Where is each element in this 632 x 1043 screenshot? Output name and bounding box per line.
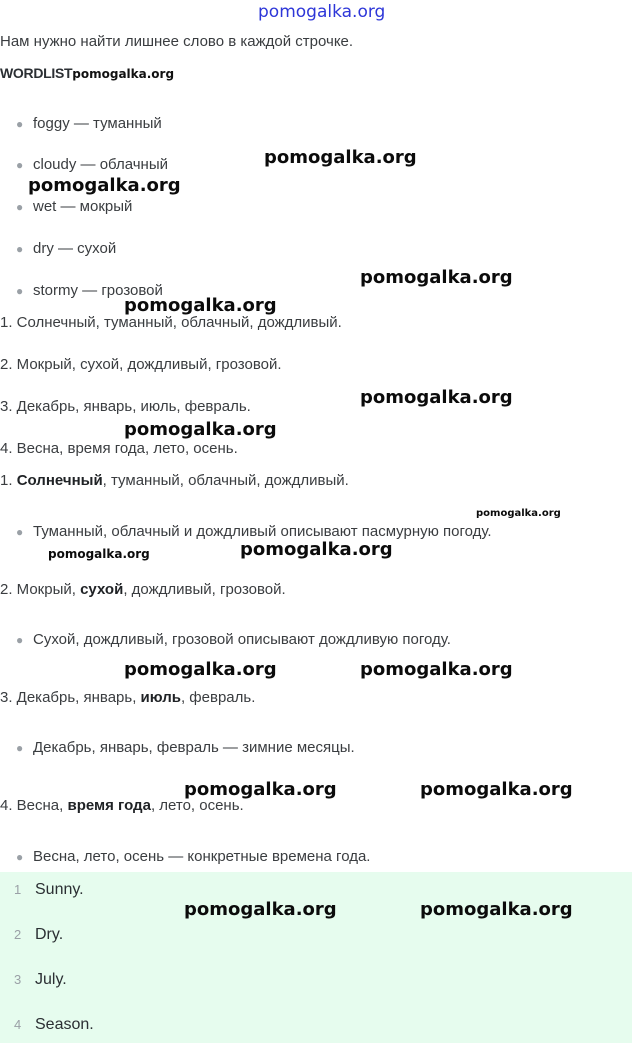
solution-line: 1. Солнечный, туманный, облачный, дождливый. [0,472,349,489]
answer-row: 4 Season. [14,1016,94,1033]
answers-panel [0,872,632,1043]
watermark: pomogalka.org [124,419,277,440]
list-item: ● cloudy — облачный [16,156,168,173]
watermark: pomogalka.org [72,67,175,81]
watermark: pomogalka.org [124,295,277,316]
watermark: pomogalka.org [420,779,573,800]
odd-word: Солнечный [16,472,103,489]
watermark: pomogalka.org [124,659,277,680]
task-line: 4. Весна, время года, лето, осень. [0,440,238,457]
explanation-item: ● Сухой, дождливый, грозовой описывают дождливую погоду. [16,631,451,648]
bullet-icon: ● [16,158,24,172]
list-item: ● stormy — грозовой [16,282,163,299]
watermark: pomogalka.org [184,899,337,920]
bullet-icon: ● [16,284,24,298]
site-link[interactable]: pomogalka.org [258,2,386,22]
bullet-icon: ● [16,850,24,864]
watermark: pomogalka.org [264,147,417,168]
odd-word: июль [140,689,181,706]
bullet-icon: ● [16,117,24,131]
watermark: pomogalka.org [476,508,561,519]
watermark: pomogalka.org [240,539,393,560]
list-item: ● dry — сухой [16,240,117,257]
wordlist-heading-label: WORDLIST [0,65,73,81]
bullet-icon: ● [16,633,24,647]
bullet-icon: ● [16,741,24,755]
watermark: pomogalka.org [360,267,513,288]
intro-text: Нам нужно найти лишнее слово в каждой строчке. [0,33,354,50]
watermark: pomogalka.org [360,659,513,680]
task-line: 1. Солнечный, туманный, облачный, дождливый. [0,314,342,331]
explanation-item: ● Весна, лето, осень — конкретные времена года. [16,848,371,865]
bullet-icon: ● [16,525,24,539]
answer-row: 2 Dry. [14,926,64,943]
list-item: ● foggy — туманный [16,115,162,132]
watermark: pomogalka.org [420,899,573,920]
odd-word: сухой [80,581,124,598]
list-item: ● wet — мокрый [16,198,133,215]
bullet-icon: ● [16,200,24,214]
watermark: pomogalka.org [184,779,337,800]
task-line: 3. Декабрь, январь, июль, февраль. [0,398,251,415]
wordlist-heading [0,65,174,81]
task-line: 2. Мокрый, сухой, дождливый, грозовой. [0,356,282,373]
solution-line: 3. Декабрь, январь, июль, февраль. [0,689,256,706]
answer-row: 3 July. [14,971,67,988]
watermark: pomogalka.org [48,547,150,561]
explanation-item: ● Декабрь, январь, февраль — зимние месяцы. [16,739,355,756]
watermark: pomogalka.org [360,387,513,408]
solution-line: 4. Весна, время года, лето, осень. [0,797,244,814]
solution-line: 2. Мокрый, сухой, дождливый, грозовой. [0,581,286,598]
bullet-icon: ● [16,242,24,256]
explanation-item: ● Туманный, облачный и дождливый описывают пасмурную погоду. [16,523,492,540]
watermark: pomogalka.org [28,175,181,196]
odd-word: время года [67,797,151,814]
answer-row: 1 Sunny. [14,881,84,898]
